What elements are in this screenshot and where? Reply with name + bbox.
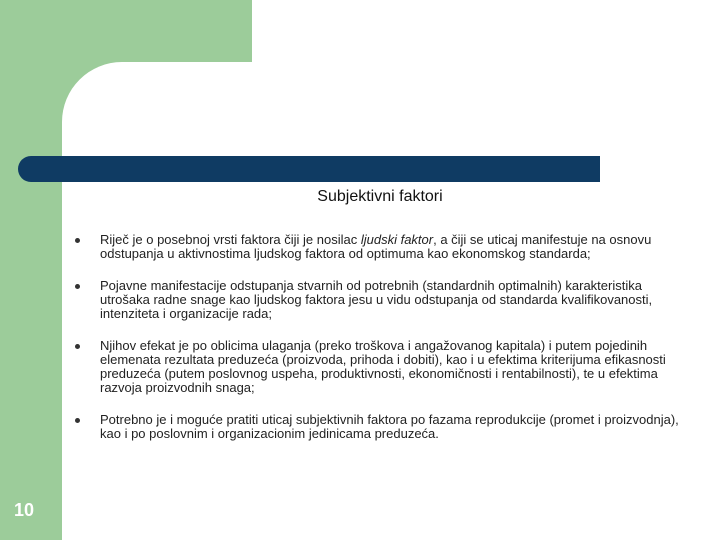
bullet-list [72,233,692,459]
slide-title: Subjektivni faktori [317,188,443,205]
bullet-icon [75,284,80,289]
bullet-icon [75,418,80,423]
list-item [72,339,692,395]
bullet-emphasis: ljudski faktor [360,232,434,247]
title-bar [18,156,600,182]
list-item [72,233,692,261]
bullet-icon [75,344,80,349]
bullet-text: Potrebno je i moguće pratiti uticaj subjektivnih faktora po fazama reprodukcije (promet i proizvodnja), kao i po poslovnim i organizacionim jedinicama preduzeća. [100,412,679,441]
bullet-icon [75,238,80,243]
page-number: 10 [14,500,35,520]
bullet-text: Pojavne manifestacije odstupanja stvarnih od potrebnih (standardnih optimalnih) karakteristika utrošaka radne snage kao ljudskog faktora jesu u vidu odstupanja od standarda kvalifikovanosti, intenziteta i organizacije rada; [100,278,653,321]
bullet-text: Riječ je o posebnoj vrsti faktora čiji je nosilac [100,232,361,247]
bullet-text: Njihov efekat je po oblicima ulaganja (preko troškova i angažovanog kapitala) i putem pojedinih elemenata rezultata preduzeća (proizvoda, prihoda i dobiti), kao i u efektima kriterijuma efikasnosti preduzeća (putem poslovnog uspeha, produktivnosti, ekonomičnosti i rentabilnosti), te u efektima razvoja proizvodnih snaga; [100,338,666,395]
decor-green-left [0,0,62,540]
list-item [72,279,692,321]
list-item [72,413,692,441]
bullet-text-end: , a čiji se uticaj manifestuje na osnovu odstupanja u aktivnostima ljudskog faktora od optimuma kao ekonomskog standarda; [100,232,652,261]
